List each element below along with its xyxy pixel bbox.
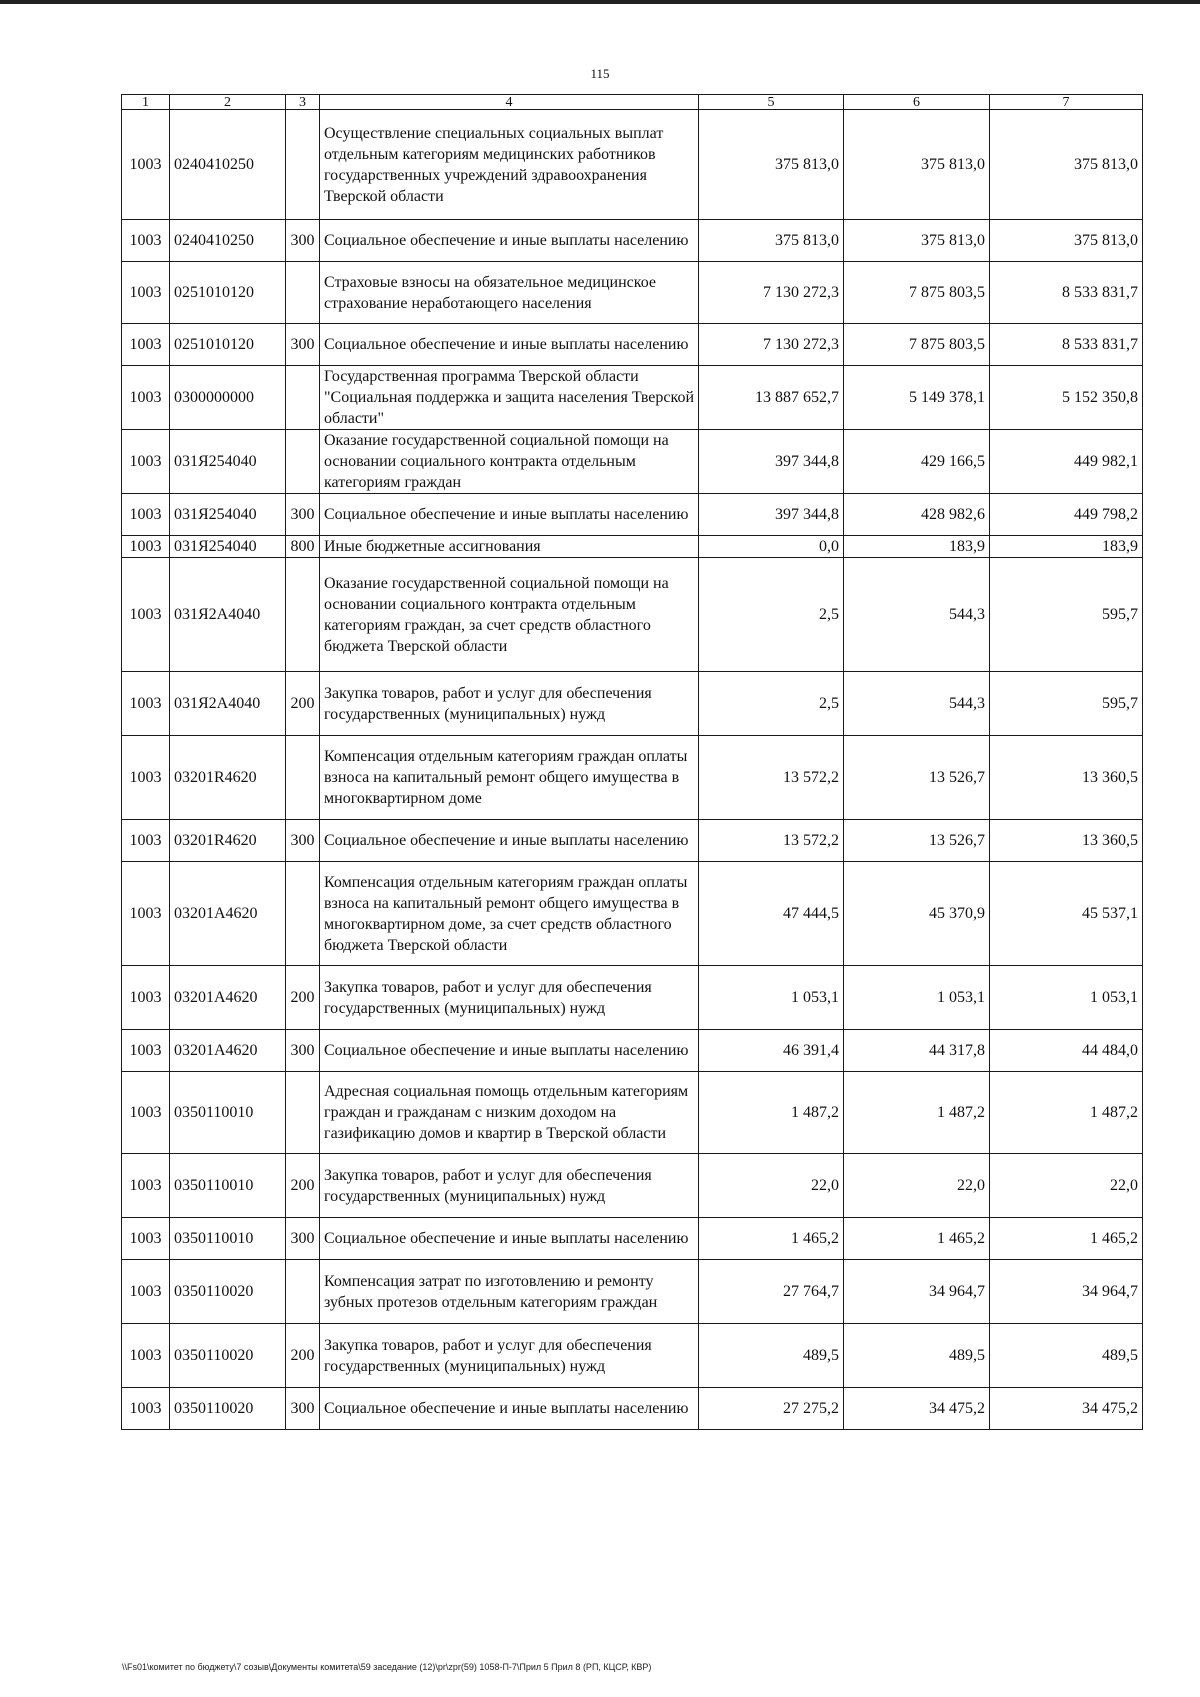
table-row	[122, 820, 1143, 862]
target-article-code-cell: 0350110020	[170, 1388, 286, 1430]
amount-cell: 489,5	[990, 1324, 1143, 1388]
expense-type-code-cell: 300	[286, 1388, 320, 1430]
table-row	[122, 1154, 1143, 1218]
table-row	[122, 1324, 1143, 1388]
section-code-cell: 1003	[122, 820, 170, 862]
amount-cell: 34 964,7	[990, 1260, 1143, 1324]
amount-cell: 429 166,5	[844, 430, 990, 494]
amount-cell: 22,0	[699, 1154, 844, 1218]
item-name-cell: Социальное обеспечение и иные выплаты населению	[320, 1030, 699, 1072]
amount-cell: 595,7	[990, 672, 1143, 736]
target-article-code-cell: 031Я2А4040	[170, 558, 286, 672]
target-article-code-cell: 03201R4620	[170, 736, 286, 820]
section-code-cell: 1003	[122, 1260, 170, 1324]
item-name-cell: Компенсация отдельным категориям граждан оплаты взноса на капитальный ремонт общего имущества в многоквартирном доме	[320, 736, 699, 820]
amount-cell: 34 964,7	[844, 1260, 990, 1324]
amount-cell: 375 813,0	[844, 220, 990, 262]
expense-type-code-cell	[286, 262, 320, 324]
amount-cell: 45 370,9	[844, 862, 990, 966]
amount-cell: 489,5	[699, 1324, 844, 1388]
target-article-code-cell: 031Я2А4040	[170, 672, 286, 736]
amount-cell: 375 813,0	[844, 110, 990, 220]
file-path-footer: \\Fs01\комитет по бюджету\7 созыв\Документы комитета\59 заседание (12)\pr\zpr(59) 1058-П-7\Прил 5 Прил 8 (РП, КЦСР, КВР)	[122, 1662, 652, 1672]
amount-cell: 1 053,1	[844, 966, 990, 1030]
expense-type-code-cell	[286, 558, 320, 672]
item-name-cell: Социальное обеспечение и иные выплаты населению	[320, 220, 699, 262]
item-name-cell: Закупка товаров, работ и услуг для обеспечения государственных (муниципальных) нужд	[320, 1324, 699, 1388]
amount-cell: 8 533 831,7	[990, 324, 1143, 366]
target-article-code-cell: 031Я254040	[170, 536, 286, 558]
target-article-code-cell: 0251010120	[170, 324, 286, 366]
amount-cell: 1 487,2	[699, 1072, 844, 1154]
section-code-cell: 1003	[122, 1030, 170, 1072]
table-row	[122, 1030, 1143, 1072]
section-code-cell: 1003	[122, 494, 170, 536]
amount-cell: 13 360,5	[990, 736, 1143, 820]
amount-cell: 13 360,5	[990, 820, 1143, 862]
column-header: 6	[844, 95, 990, 110]
target-article-code-cell: 0350110010	[170, 1154, 286, 1218]
expense-type-code-cell	[286, 110, 320, 220]
amount-cell: 22,0	[990, 1154, 1143, 1218]
page-number: 115	[590, 66, 610, 81]
section-code-cell: 1003	[122, 366, 170, 430]
amount-cell: 13 526,7	[844, 820, 990, 862]
amount-cell: 44 484,0	[990, 1030, 1143, 1072]
amount-cell: 2,5	[699, 672, 844, 736]
amount-cell: 7 130 272,3	[699, 262, 844, 324]
scan-top-edge	[0, 0, 1200, 4]
section-code-cell: 1003	[122, 1388, 170, 1430]
item-name-cell: Оказание государственной социальной помощи на основании социального контракта отдельным категориям граждан	[320, 430, 699, 494]
amount-cell: 13 887 652,7	[699, 366, 844, 430]
amount-cell: 1 465,2	[844, 1218, 990, 1260]
target-article-code-cell: 0240410250	[170, 110, 286, 220]
target-article-code-cell: 03201А4620	[170, 966, 286, 1030]
target-article-code-cell: 0300000000	[170, 366, 286, 430]
table-row	[122, 1218, 1143, 1260]
amount-cell: 46 391,4	[699, 1030, 844, 1072]
column-header: 5	[699, 95, 844, 110]
amount-cell: 449 982,1	[990, 430, 1143, 494]
amount-cell: 1 465,2	[699, 1218, 844, 1260]
item-name-cell: Социальное обеспечение и иные выплаты населению	[320, 324, 699, 366]
column-header: 3	[286, 95, 320, 110]
section-code-cell: 1003	[122, 1324, 170, 1388]
table-row	[122, 494, 1143, 536]
expense-type-code-cell: 300	[286, 1218, 320, 1260]
table-row	[122, 262, 1143, 324]
section-code-cell: 1003	[122, 430, 170, 494]
expense-type-code-cell: 200	[286, 1324, 320, 1388]
amount-cell: 544,3	[844, 672, 990, 736]
amount-cell: 183,9	[844, 536, 990, 558]
target-article-code-cell: 0350110010	[170, 1218, 286, 1260]
table-row	[122, 672, 1143, 736]
amount-cell: 45 537,1	[990, 862, 1143, 966]
item-name-cell: Социальное обеспечение и иные выплаты населению	[320, 1388, 699, 1430]
amount-cell: 7 875 803,5	[844, 324, 990, 366]
item-name-cell: Социальное обеспечение и иные выплаты населению	[320, 494, 699, 536]
amount-cell: 449 798,2	[990, 494, 1143, 536]
amount-cell: 428 982,6	[844, 494, 990, 536]
column-header: 7	[990, 95, 1143, 110]
amount-cell: 5 149 378,1	[844, 366, 990, 430]
item-name-cell: Адресная социальная помощь отдельным категориям граждан и гражданам с низким доходом на газификацию домов и квартир в Тверской области	[320, 1072, 699, 1154]
expense-type-code-cell	[286, 736, 320, 820]
table-row	[122, 736, 1143, 820]
amount-cell: 27 275,2	[699, 1388, 844, 1430]
amount-cell: 8 533 831,7	[990, 262, 1143, 324]
item-name-cell: Страховые взносы на обязательное медицинское страхование неработающего населения	[320, 262, 699, 324]
target-article-code-cell: 0240410250	[170, 220, 286, 262]
amount-cell: 5 152 350,8	[990, 366, 1143, 430]
item-name-cell: Осуществление специальных социальных выплат отдельным категориям медицинских работников государственных учреждений здравоохранения Тверской области	[320, 110, 699, 220]
budget-table	[121, 94, 1143, 1430]
amount-cell: 595,7	[990, 558, 1143, 672]
amount-cell: 489,5	[844, 1324, 990, 1388]
section-code-cell: 1003	[122, 672, 170, 736]
target-article-code-cell: 03201А4620	[170, 862, 286, 966]
section-code-cell: 1003	[122, 1154, 170, 1218]
table-row	[122, 1072, 1143, 1154]
amount-cell: 34 475,2	[844, 1388, 990, 1430]
expense-type-code-cell	[286, 430, 320, 494]
table-row	[122, 366, 1143, 430]
section-code-cell: 1003	[122, 966, 170, 1030]
amount-cell: 397 344,8	[699, 494, 844, 536]
table-row	[122, 220, 1143, 262]
amount-cell: 1 487,2	[990, 1072, 1143, 1154]
expense-type-code-cell: 200	[286, 1154, 320, 1218]
column-header: 2	[170, 95, 286, 110]
target-article-code-cell: 0350110020	[170, 1260, 286, 1324]
amount-cell: 183,9	[990, 536, 1143, 558]
expense-type-code-cell	[286, 862, 320, 966]
item-name-cell: Социальное обеспечение и иные выплаты населению	[320, 820, 699, 862]
table-row	[122, 966, 1143, 1030]
item-name-cell: Закупка товаров, работ и услуг для обеспечения государственных (муниципальных) нужд	[320, 966, 699, 1030]
target-article-code-cell: 031Я254040	[170, 430, 286, 494]
target-article-code-cell: 03201R4620	[170, 820, 286, 862]
section-code-cell: 1003	[122, 1072, 170, 1154]
expense-type-code-cell: 200	[286, 672, 320, 736]
target-article-code-cell: 0350110010	[170, 1072, 286, 1154]
amount-cell: 375 813,0	[699, 220, 844, 262]
amount-cell: 7 130 272,3	[699, 324, 844, 366]
section-code-cell: 1003	[122, 110, 170, 220]
amount-cell: 375 813,0	[990, 220, 1143, 262]
section-code-cell: 1003	[122, 262, 170, 324]
item-name-cell: Социальное обеспечение и иные выплаты населению	[320, 1218, 699, 1260]
table-row	[122, 536, 1143, 558]
target-article-code-cell: 031Я254040	[170, 494, 286, 536]
section-code-cell: 1003	[122, 862, 170, 966]
expense-type-code-cell: 300	[286, 1030, 320, 1072]
column-header: 4	[320, 95, 699, 110]
expense-type-code-cell	[286, 1260, 320, 1324]
amount-cell: 2,5	[699, 558, 844, 672]
item-name-cell: Государственная программа Тверской области "Социальная поддержка и защита населения Тверской области"	[320, 366, 699, 430]
section-code-cell: 1003	[122, 736, 170, 820]
table-row	[122, 324, 1143, 366]
table-row	[122, 1260, 1143, 1324]
target-article-code-cell: 03201А4620	[170, 1030, 286, 1072]
table-row	[122, 558, 1143, 672]
section-code-cell: 1003	[122, 558, 170, 672]
amount-cell: 22,0	[844, 1154, 990, 1218]
amount-cell: 375 813,0	[699, 110, 844, 220]
amount-cell: 1 053,1	[699, 966, 844, 1030]
section-code-cell: 1003	[122, 1218, 170, 1260]
amount-cell: 0,0	[699, 536, 844, 558]
amount-cell: 1 465,2	[990, 1218, 1143, 1260]
amount-cell: 544,3	[844, 558, 990, 672]
section-code-cell: 1003	[122, 536, 170, 558]
amount-cell: 375 813,0	[990, 110, 1143, 220]
expense-type-code-cell	[286, 366, 320, 430]
expense-type-code-cell	[286, 1072, 320, 1154]
section-code-cell: 1003	[122, 220, 170, 262]
amount-cell: 1 053,1	[990, 966, 1143, 1030]
amount-cell: 397 344,8	[699, 430, 844, 494]
amount-cell: 34 475,2	[990, 1388, 1143, 1430]
expense-type-code-cell: 300	[286, 820, 320, 862]
item-name-cell: Иные бюджетные ассигнования	[320, 536, 699, 558]
table-row	[122, 862, 1143, 966]
item-name-cell: Закупка товаров, работ и услуг для обеспечения государственных (муниципальных) нужд	[320, 1154, 699, 1218]
amount-cell: 1 487,2	[844, 1072, 990, 1154]
expense-type-code-cell: 800	[286, 536, 320, 558]
amount-cell: 47 444,5	[699, 862, 844, 966]
item-name-cell: Закупка товаров, работ и услуг для обеспечения государственных (муниципальных) нужд	[320, 672, 699, 736]
item-name-cell: Оказание государственной социальной помощи на основании социального контракта отдельным категориям граждан, за счет средств областного бюджета Тверской области	[320, 558, 699, 672]
amount-cell: 27 764,7	[699, 1260, 844, 1324]
amount-cell: 13 572,2	[699, 736, 844, 820]
target-article-code-cell: 0350110020	[170, 1324, 286, 1388]
expense-type-code-cell: 300	[286, 324, 320, 366]
column-header: 1	[122, 95, 170, 110]
section-code-cell: 1003	[122, 324, 170, 366]
amount-cell: 13 526,7	[844, 736, 990, 820]
table-row	[122, 110, 1143, 220]
target-article-code-cell: 0251010120	[170, 262, 286, 324]
item-name-cell: Компенсация отдельным категориям граждан оплаты взноса на капитальный ремонт общего имущества в многоквартирном доме, за счет средств областного бюджета Тверской области	[320, 862, 699, 966]
amount-cell: 7 875 803,5	[844, 262, 990, 324]
column-number-row	[122, 95, 1143, 110]
amount-cell: 13 572,2	[699, 820, 844, 862]
table-row	[122, 1388, 1143, 1430]
expense-type-code-cell: 300	[286, 494, 320, 536]
expense-type-code-cell: 200	[286, 966, 320, 1030]
item-name-cell: Компенсация затрат по изготовлению и ремонту зубных протезов отдельным категориям граждан	[320, 1260, 699, 1324]
table-row	[122, 430, 1143, 494]
amount-cell: 44 317,8	[844, 1030, 990, 1072]
expense-type-code-cell: 300	[286, 220, 320, 262]
